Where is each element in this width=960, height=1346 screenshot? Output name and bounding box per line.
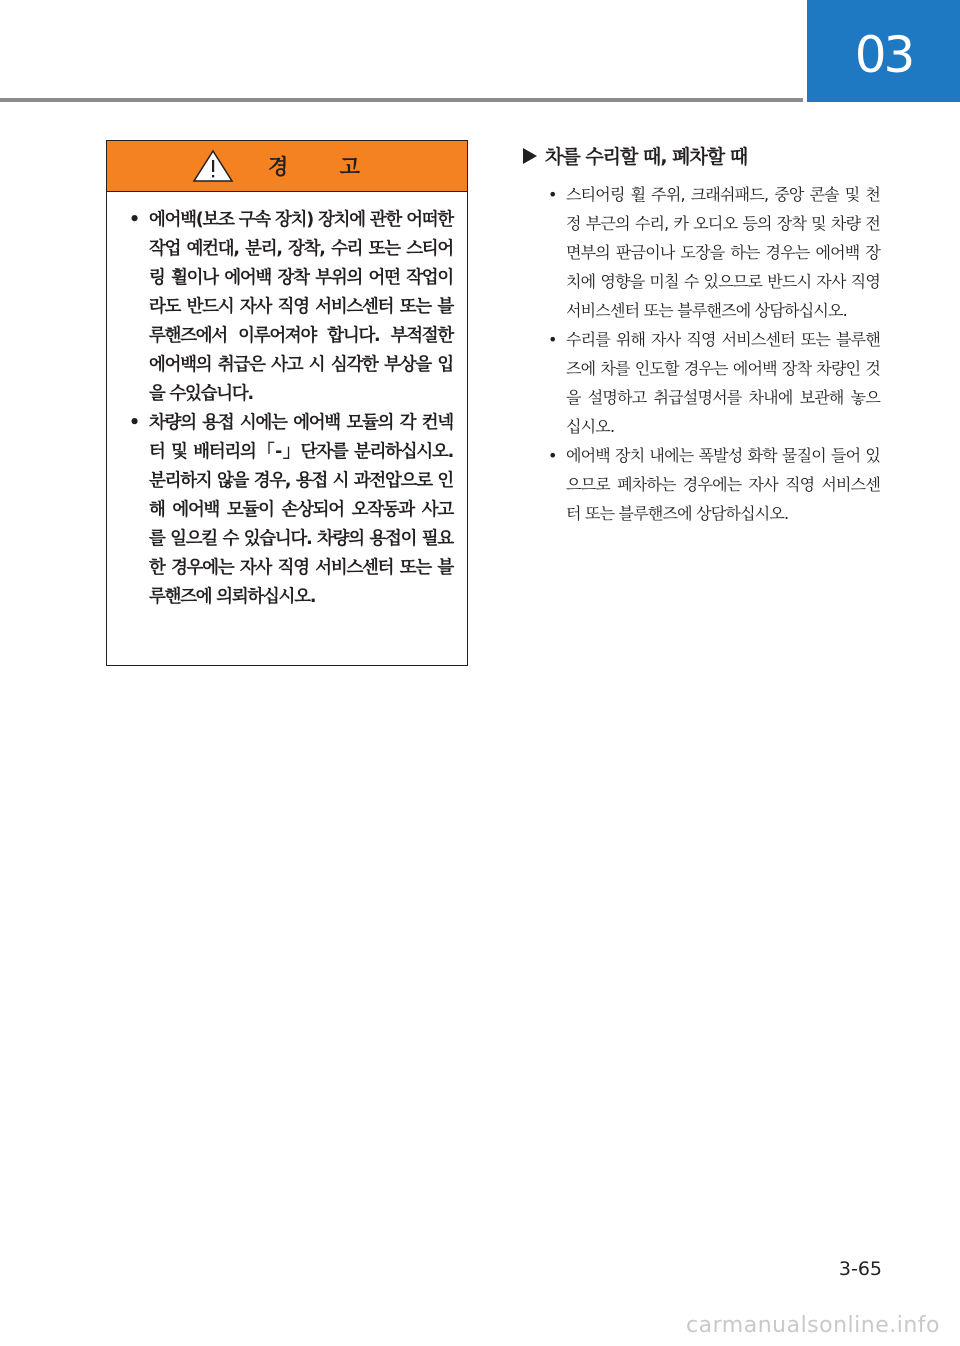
warning-triangle-icon <box>192 149 234 183</box>
warning-item <box>125 409 453 612</box>
list-item <box>548 441 880 528</box>
section-heading-text: 차를 수리할 때, 폐차할 때 <box>545 146 748 168</box>
bullet: • <box>548 446 557 465</box>
list-item-text: 에어백 장치 내에는 폭발성 화학 물질이 들어 있으므로 폐차하는 경우에는 자사 직영 서비스센터 또는 블루핸즈에 상담하십시오. <box>566 446 880 523</box>
warning-item-text: 에어백(보조 구속 장치) 장치에 관한 어떠한 작업 예컨대, 분리, 장착, 수리 또는 스티어링 휠이나 에어백 장착 부위의 어떤 작업이라도 반드시 자사 직영 서비스센터 또는 블루핸즈에서 이루어져야 합니다. 부적절한 에어백의 취급은 사고 시 심각한 부상을 입을 수있습니다. <box>149 210 453 404</box>
chapter-number: 03 <box>854 26 913 84</box>
header-rule <box>0 98 803 102</box>
section-list <box>548 180 880 528</box>
triangle-arrow-icon <box>522 147 538 165</box>
bullet: • <box>129 210 139 230</box>
warning-header <box>107 141 467 192</box>
warning-body <box>107 192 467 612</box>
page-number: 3-65 <box>838 1258 882 1280</box>
warning-item <box>125 206 453 409</box>
warning-title: 경 고 <box>268 155 382 179</box>
section-heading <box>522 142 882 169</box>
warning-item-text: 차량의 용접 시에는 에어백 모듈의 각 컨넥터 및 배터리의「-」단자를 분리하십시오. 분리하지 않을 경우, 용접 시 과전압으로 인해 에어백 모듈이 손상되어 오작동과 사고를 일으킬 수 있습니다. 차량의 용접이 필요한 경우에는 자사 직영 서비스센터 또는 블루핸즈에 의뢰하십시오. <box>149 413 453 607</box>
chapter-tab <box>807 0 960 102</box>
list-item-text: 스티어링 휠 주위, 크래쉬패드, 중앙 콘솔 및 천정 부근의 수리, 카 오디오 등의 장착 및 차량 전면부의 판금이나 도장을 하는 경우는 에어백 장치에 영향을 미칠 수 있으므로 반드시 자사 직영 서비스센터 또는 블루핸즈에 상담하십시오. <box>566 185 880 320</box>
list-item <box>548 180 880 325</box>
bullet: • <box>548 330 557 349</box>
list-item <box>548 325 880 441</box>
list-item-text: 수리를 위해 자사 직영 서비스센터 또는 블루핸즈에 차를 인도할 경우는 에어백 장착 차량인 것을 설명하고 취급설명서를 차내에 보관해 놓으십시오. <box>566 330 880 436</box>
warning-box <box>106 140 468 666</box>
bullet: • <box>129 413 139 433</box>
watermark: carmanualsonline.info <box>686 1313 940 1338</box>
bullet: • <box>548 185 557 204</box>
